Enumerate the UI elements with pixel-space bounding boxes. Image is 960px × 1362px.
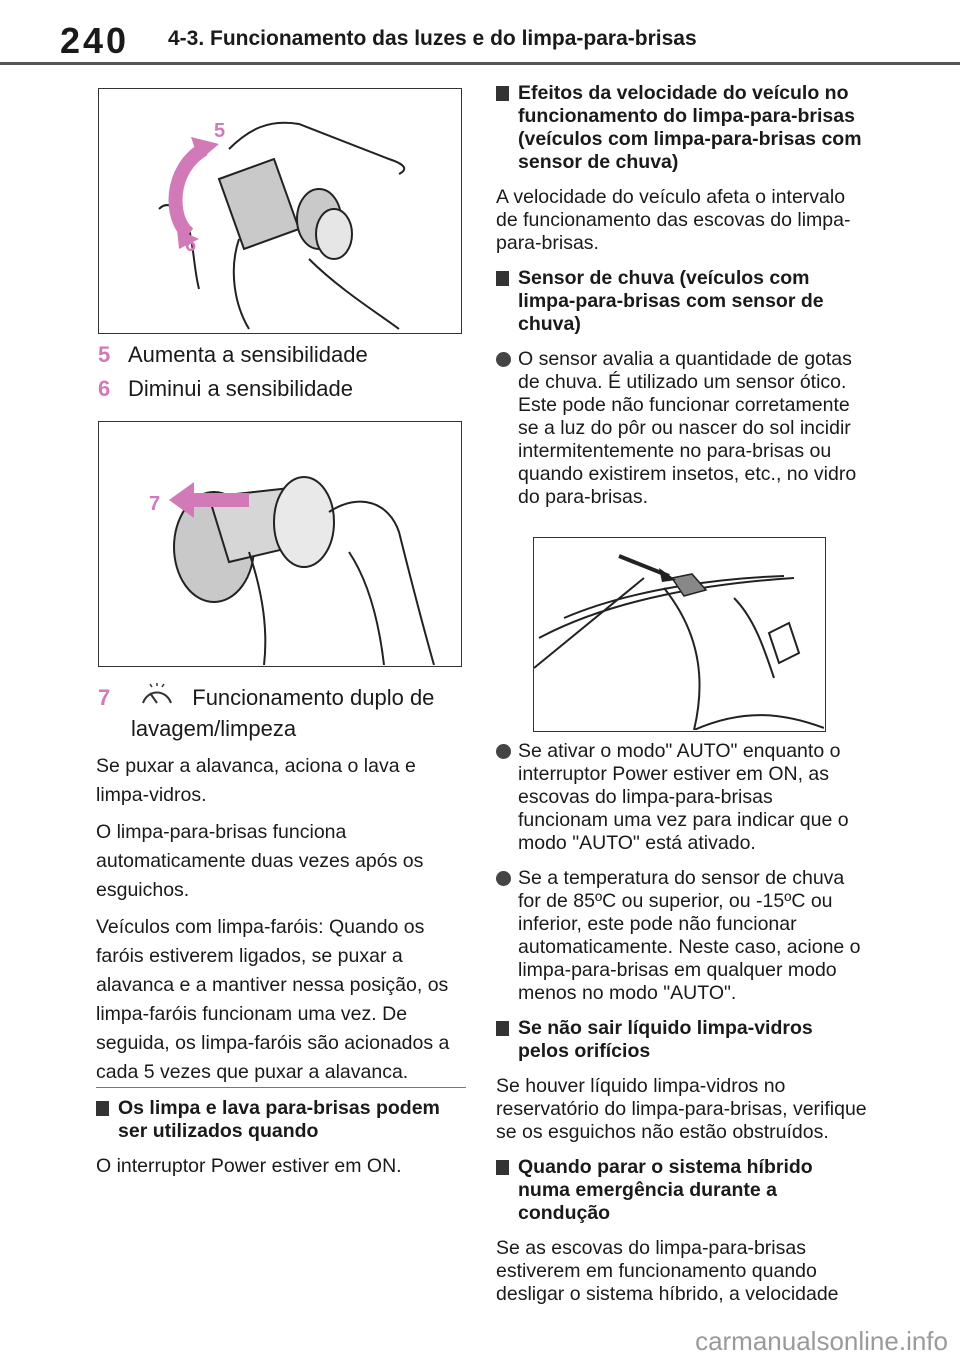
legend-item-6 xyxy=(98,376,353,402)
legend-item-5 xyxy=(98,342,368,368)
figure-label-5: 5 xyxy=(214,120,226,142)
legend-number-6: 6 xyxy=(98,376,111,401)
section-title: 4-3. Funcionamento das luzes e do limpa-para-brisas xyxy=(168,27,697,50)
figure-lever-pull xyxy=(98,421,462,667)
bullet-dot-icon xyxy=(496,352,511,367)
left-column xyxy=(96,752,468,1087)
bullet-auto-mode xyxy=(496,740,868,855)
legend-text-7-line2-row xyxy=(131,716,296,742)
heading-square-icon xyxy=(496,1021,509,1036)
heading-emergency-stop xyxy=(496,1156,868,1225)
heading-vehicle-speed xyxy=(496,82,868,174)
bullet-dot-icon xyxy=(496,871,511,886)
right-column-bottom xyxy=(496,740,868,1306)
legend-number-5: 5 xyxy=(98,342,111,367)
heading-rain-sensor-text: Sensor de chuva (veículos com limpa-para-brisas com sensor de chuva) xyxy=(518,267,824,335)
legend-text-7-line2: lavagem/limpeza xyxy=(131,716,297,741)
figure-label-6: 6 xyxy=(185,234,197,256)
right-column-top xyxy=(496,82,868,509)
paragraph-headlamp-cleaners: Veículos com limpa-faróis: Quando os faróis estiverem ligados, se puxar a alavanca e a mantiver nessa posição, os limpa-faróis funcionam uma vez. De seguida, os limpa-faróis são acionados a cada 5 vezes que puxar a alavanca. xyxy=(96,916,450,1083)
heading-when-usable xyxy=(96,1097,468,1143)
legend-text-5: Aumenta a sensibilidade xyxy=(128,342,368,367)
watermark: carmanualsonline.info xyxy=(695,1326,948,1356)
bullet-temperature-text: Se a temperatura do sensor de chuva for de 85ºC ou superior, ou -15ºC ou inferior, este pode não funcionar automaticamente. Neste caso, acione o limpa-para-brisas em qualquer modo menos no modo "AUTO". xyxy=(518,867,861,1004)
section-divider xyxy=(96,1087,466,1088)
legend-item-7 xyxy=(98,683,468,715)
lever-pull-illustration xyxy=(99,422,460,665)
page-number: 240 xyxy=(60,20,130,61)
paragraph-speed-effect: A velocidade do veículo afeta o intervalo de funcionamento das escovas do limpa-para-brisas. xyxy=(496,186,851,254)
paragraph-lava-vidros: Se puxar a alavanca, aciona o lava e limpa-vidros. xyxy=(96,755,416,806)
bullet-dot-icon xyxy=(496,744,511,759)
figure-label-7: 7 xyxy=(149,493,161,515)
heading-no-washer-fluid-text: Se não sair líquido limpa-vidros pelos orifícios xyxy=(518,1017,813,1062)
bullet-sensor-evaluation xyxy=(496,348,868,509)
header-rule xyxy=(0,62,960,65)
heading-square-icon xyxy=(96,1101,109,1116)
heading-rain-sensor xyxy=(496,267,868,336)
figure-rain-sensor xyxy=(533,537,826,732)
legend-text-6: Diminui a sensibilidade xyxy=(128,376,354,401)
heading-when-usable-text: Os limpa e lava para-brisas podem ser utilizados quando xyxy=(118,1097,440,1142)
bullet-sensor-evaluation-text: O sensor avalia a quantidade de gotas de chuva. É utilizado um sensor ótico. Este pode não funcionar corretamente se a luz do pôr ou nascer do sol incidir intermitentemente no para-brisas ou quando existirem insetos, etc., no vidro do para-brisas. xyxy=(518,348,857,508)
lever-rotation-illustration xyxy=(99,89,460,332)
heading-no-washer-fluid xyxy=(496,1017,868,1063)
paragraph-check-nozzles: Se houver líquido limpa-vidros no reservatório do limpa-para-brisas, verifique se os esguichos não estão obstruídos. xyxy=(496,1075,867,1143)
heading-square-icon xyxy=(496,86,509,101)
paragraph-power-on: O interruptor Power estiver em ON. xyxy=(96,1155,402,1177)
left-column-bottom xyxy=(96,1097,468,1178)
heading-square-icon xyxy=(496,1160,509,1175)
heading-emergency-stop-text: Quando parar o sistema híbrido numa emergência durante a condução xyxy=(518,1156,813,1224)
paragraph-emergency-wipers: Se as escovas do limpa-para-brisas estiverem em funcionamento quando desligar o sistema híbrido, a velocidade xyxy=(496,1237,839,1305)
figure-lever-rotation xyxy=(98,88,462,334)
heading-square-icon xyxy=(496,271,509,286)
washer-wiper-icon xyxy=(140,683,174,715)
windshield-illustration xyxy=(534,538,824,730)
bullet-temperature xyxy=(496,867,868,1005)
page-header xyxy=(0,0,960,66)
legend-number-7: 7 xyxy=(98,684,111,710)
legend-text-7-line1: Funcionamento duplo de xyxy=(192,684,435,710)
paragraph-automatic-wipe: O limpa-para-brisas funciona automaticamente duas vezes após os esguichos. xyxy=(96,821,424,901)
heading-vehicle-speed-text: Efeitos da velocidade do veículo no funcionamento do limpa-para-brisas (veículos com limpa-para-brisas com sensor de chuva) xyxy=(518,82,862,173)
bullet-auto-mode-text: Se ativar o modo" AUTO" enquanto o interruptor Power estiver em ON, as escovas do limpa-para-brisas funcionam uma vez para indicar que o modo "AUTO" está ativado. xyxy=(518,740,849,854)
